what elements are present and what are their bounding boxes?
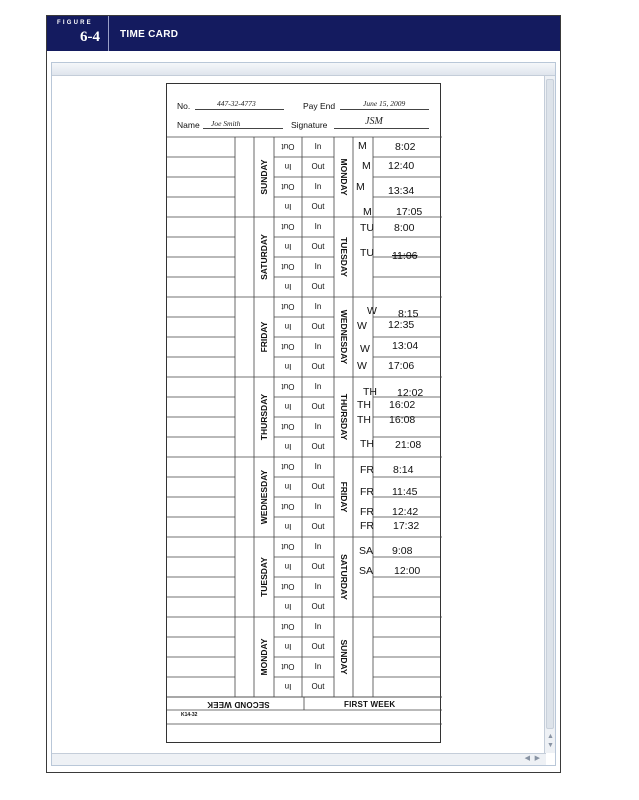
first-week-inout-label: In (314, 302, 322, 311)
second-week-inout-label: In (284, 402, 292, 411)
second-week-inout-label: In (284, 162, 292, 171)
punch-time: 8:02 (395, 141, 416, 153)
signature-value: JSM (365, 116, 383, 127)
second-week-inout-label: In (284, 362, 292, 371)
punch-time: 12:42 (392, 506, 419, 518)
figure-header (47, 16, 560, 51)
first-week-inout-label: Out (311, 162, 325, 171)
second-week-inout-label: Out (281, 662, 295, 671)
first-week-inout-label: In (314, 262, 322, 271)
second-week-inout-label: In (284, 482, 292, 491)
scroll-thumb[interactable] (546, 79, 554, 729)
punch-time: 16:08 (389, 414, 416, 426)
punch-time: 11:06 (392, 250, 418, 262)
form-code: K14-32 (181, 712, 198, 718)
first-week-day-label: MONDAY (338, 158, 349, 196)
punch-day-mark: W (367, 305, 377, 317)
punch-time: 17:06 (388, 360, 415, 372)
punch-day-mark: TU (360, 247, 374, 259)
second-week-inout-label: In (284, 202, 292, 211)
punch-day-mark: FR (360, 520, 374, 532)
punch-day-mark: W (357, 360, 367, 372)
second-week-inout-label: In (284, 642, 292, 651)
scroll-down-icon[interactable]: ▼ (547, 742, 554, 749)
second-week-inout-label: Out (281, 382, 295, 391)
first-week-inout-label: Out (311, 322, 325, 331)
punch-day-mark: M (363, 206, 372, 218)
punch-time: 11:45 (392, 486, 418, 498)
second-week-day-label: SUNDAY (259, 159, 269, 195)
second-week-inout-label: In (284, 282, 292, 291)
second-week-inout-label: Out (281, 542, 295, 551)
first-week-inout-label: Out (311, 682, 325, 691)
name-label: Name (177, 120, 200, 130)
signature-label: Signature (291, 120, 328, 130)
punch-time: 21:08 (395, 439, 422, 451)
first-week-inout-label: In (314, 502, 322, 511)
second-week-inout-label: Out (281, 142, 295, 151)
second-week-inout-label: Out (281, 262, 295, 271)
first-week-inout-label: Out (311, 442, 325, 451)
punch-time: 8:15 (398, 308, 419, 320)
pay-end-label: Pay End (303, 101, 336, 111)
punch-day-mark: TU (360, 222, 374, 234)
punch-day-mark: W (357, 320, 367, 332)
first-week-inout-label: In (314, 542, 322, 551)
punch-time: 9:08 (392, 545, 413, 557)
second-week-day-label: MONDAY (259, 638, 269, 676)
scroll-up-icon[interactable]: ▲ (547, 733, 554, 740)
first-week-inout-label: Out (311, 202, 325, 211)
second-week-day-label: THURSDAY (259, 393, 269, 441)
time-card (166, 83, 441, 743)
second-week-label: SECOND WEEK (207, 700, 270, 709)
first-week-inout-label: Out (311, 402, 325, 411)
punch-time: 13:34 (388, 185, 415, 197)
number-label: No. (177, 101, 191, 111)
first-week-inout-label: In (314, 142, 322, 151)
punch-day-mark: SA (359, 545, 374, 557)
number-value: 447-32-4773 (217, 99, 256, 108)
first-week-inout-label: In (314, 422, 322, 431)
second-week-day-label: FRIDAY (259, 321, 269, 353)
figure-number: 6-4 (80, 29, 100, 45)
first-week-inout-label: Out (311, 522, 325, 531)
first-week-inout-label: In (314, 582, 322, 591)
scroll-right-icon[interactable]: ▶ (534, 755, 540, 762)
punch-day-mark: FR (360, 486, 374, 498)
first-week-inout-label: In (314, 662, 322, 671)
first-week-inout-label: In (314, 182, 322, 191)
second-week-inout-label: In (284, 522, 292, 531)
punch-day-mark: TH (357, 414, 371, 426)
second-week-inout-label: In (284, 322, 292, 331)
first-week-inout-label: In (314, 222, 322, 231)
second-week-inout-label: In (284, 602, 292, 611)
second-week-inout-label: Out (281, 502, 295, 511)
punch-day-mark: FR (360, 506, 374, 518)
figure-label: FIGURE (57, 20, 93, 26)
punch-time: 17:32 (393, 520, 420, 532)
horizontal-scrollbar[interactable] (52, 753, 546, 765)
punch-day-mark: M (356, 181, 365, 193)
first-week-label: FIRST WEEK (344, 700, 396, 709)
punch-time: 13:04 (392, 340, 419, 352)
punch-day-mark: M (358, 140, 367, 152)
punch-day-mark: TH (363, 386, 377, 398)
first-week-day-label: THURSDAY (338, 393, 349, 441)
pay-end-value: June 15, 2009 (363, 99, 406, 108)
second-week-inout-label: Out (281, 622, 295, 631)
second-week-inout-label: In (284, 562, 292, 571)
second-week-inout-label: Out (281, 582, 295, 591)
punch-time: 12:35 (388, 319, 415, 331)
second-week-day-label: TUESDAY (259, 557, 269, 597)
first-week-inout-label: In (314, 462, 322, 471)
first-week-inout-label: Out (311, 602, 325, 611)
punch-day-mark: SA (359, 565, 374, 577)
second-week-inout-label: Out (281, 462, 295, 471)
first-week-inout-label: Out (311, 362, 325, 371)
figure-title: TIME CARD (120, 29, 179, 40)
punch-day-mark: TH (360, 438, 374, 450)
second-week-inout-label: Out (281, 222, 295, 231)
first-week-inout-label: Out (311, 242, 325, 251)
first-week-inout-label: In (314, 622, 322, 631)
first-week-inout-label: Out (311, 282, 325, 291)
second-week-inout-label: In (284, 682, 292, 691)
first-week-day-label: SUNDAY (338, 639, 349, 675)
punch-time: 8:14 (393, 464, 414, 476)
first-week-inout-label: In (314, 382, 322, 391)
first-week-day-label: FRIDAY (338, 481, 349, 513)
first-week-inout-label: Out (311, 562, 325, 571)
second-week-inout-label: Out (281, 422, 295, 431)
name-value: Joe Smith (211, 119, 241, 128)
second-week-inout-label: Out (281, 182, 295, 191)
punch-time: 8:00 (394, 222, 415, 234)
first-week-inout-label: In (314, 342, 322, 351)
scroll-left-icon[interactable]: ◀ (524, 755, 530, 762)
first-week-day-label: WEDNESDAY (338, 309, 349, 365)
second-week-inout-label: In (284, 442, 292, 451)
second-week-day-label: SATURDAY (259, 234, 269, 280)
first-week-inout-label: Out (311, 642, 325, 651)
second-week-day-label: WEDNESDAY (259, 469, 269, 525)
figure-badge (47, 16, 109, 51)
punch-day-mark: FR (360, 464, 374, 476)
punch-time: 16:02 (389, 399, 416, 411)
second-week-inout-label: In (284, 242, 292, 251)
second-week-inout-label: Out (281, 342, 295, 351)
punch-day-mark: M (362, 160, 371, 172)
window-toolbar (52, 63, 555, 76)
second-week-inout-label: Out (281, 302, 295, 311)
punch-day-mark: W (360, 343, 370, 355)
punch-day-mark: TH (357, 399, 371, 411)
punch-time: 17:05 (396, 206, 423, 218)
first-week-day-label: TUESDAY (338, 237, 349, 277)
punch-time: 12:40 (388, 160, 415, 172)
vertical-scrollbar[interactable] (544, 76, 555, 753)
first-week-day-label: SATURDAY (338, 554, 349, 600)
punch-time: 12:02 (397, 387, 424, 399)
punch-time: 12:00 (394, 565, 421, 577)
first-week-inout-label: Out (311, 482, 325, 491)
